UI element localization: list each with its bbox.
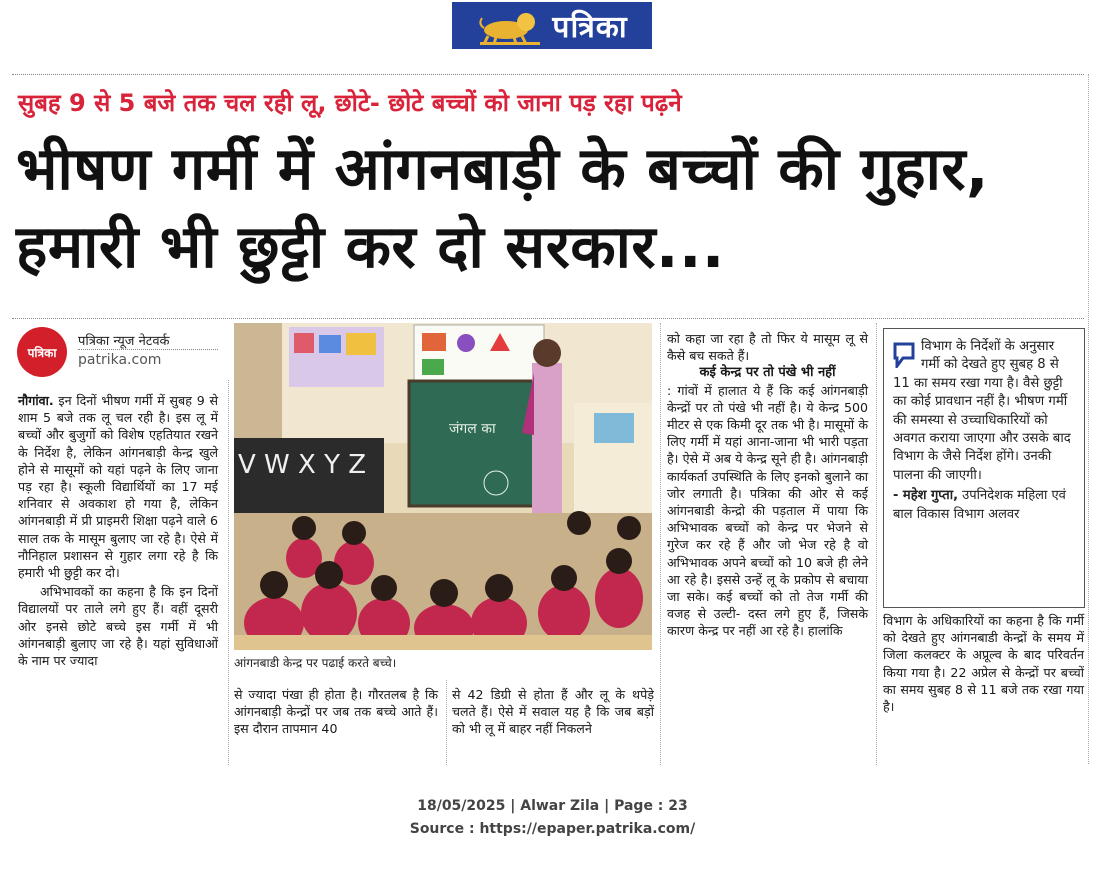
column-divider — [446, 680, 447, 765]
news-photo — [234, 323, 652, 650]
column-3-paragraph-2: : गांवों में हालात ये हैं कि कई आंगनबाड़ी केन्द्रों पर तो पंखे भी नहीं है। ये केन्द्र 500 मीटर से एक किमी दूर तक भी है। मासूमों के लिए गर्मी में यहां आना-जाना भी भारी पड़ता है। ऐसे में अब ये केन्द्र सूने ही है। आंगनबाड़ी कार्यकर्ता उपस्थिति के लिए इनको बुलाने का जोर लगाती है। पत्रिका की ओर से कई आंगनबाडी केन्द्रो की पड़ताल में पाया कि अभिभावक बच्चों को केन्द्र पर भेजने से गुरेज कर रहे हैं और जो भेज रहे है वो अभिभावक अपने बच्चों को 10 बजे ही लेने आ रहे है। इससे उन्हें लू के प्रकोप से बचाया जा सके। कई बच्चों को तो तेज गर्मी की वजह से उल्टी- दस्त लगे हुए हैं, जिसके कारण केन्द्र पर नहीं आ रहे है। हालांकि — [667, 382, 868, 639]
brand-name: पत्रिका — [552, 10, 628, 45]
kicker: सुबह 9 से 5 बजे तक चल रही लू, छोटे- छोटे बच्चों को जाना पड़ रहा पढ़ने — [18, 89, 682, 117]
column-2-text: से ज्यादा पंखा ही होता है। गौरतलब है कि आंगनबाड़ी केन्द्रों पर जब तक बच्चे आते हैं। इस दौरान तापमान 40 — [234, 687, 438, 737]
official-quote — [893, 338, 1075, 524]
masthead — [452, 2, 652, 49]
top-rule — [12, 74, 1084, 75]
quote-mark-icon — [893, 342, 915, 368]
patrika-logo: पत्रिका — [17, 327, 67, 377]
quote-text: विभाग के निर्देशों के अनुसार गर्मी को देखते हुए सुबह 8 से 11 का समय रखा गया है। वैसे छुट्टी का कोई प्रावधान नहीं है। भीषण गर्मी की समस्या से उच्चाधिकारियों को अवगत कराया जाएगा और उसके बाद विभाग के जैसे निर्देश होंगे। उनकी पालना की जाएगी। — [893, 339, 1071, 483]
column-divider — [876, 323, 877, 765]
footer-date-edition: 18/05/2025 | Alwar Zila | Page : 23 — [417, 798, 688, 814]
footer-source: Source : https://epaper.patrika.com/ — [409, 821, 696, 837]
column-divider — [660, 323, 661, 765]
board-word: जंगल का — [449, 421, 496, 437]
column-2b-text: से 42 डिग्री से होता हैं और लू के थपेड़े चलते हैं। ऐसे में सवाल यह है कि जब बड़ों को भी लू में बाहर नहीं निकलने — [452, 687, 654, 737]
quote-signature — [893, 487, 1075, 524]
column-1-paragraph-1: नौगांवा. इन दिनों भीषण गर्मी में सुबह 9 से शाम 5 बजे तक लू चल रही है। इस लू में बच्चों और बुजुर्गो को विशेष एहतियात रखने के निर्देश है, लेकिन आंगनबाड़ी केन्द्र खुले होने से मासूमों को यहां पढ़ने के लिए जाना पड़ रहा है। स्कूली विद्यार्थियों का 17 मई शनिवार से अवकाश हो गया है, लेकिन आंगनबाड़ी में प्री प्राइमरी शिक्षा पढ़ने वाले 6 साल तक के मासूम बुलाए जा रहे है। ऐसे में नौनिहाल प्रशासन से गुहार लगा रहे है कि हमारी भी छुट्टी कर दो। — [18, 393, 218, 581]
column-1 — [18, 392, 218, 669]
byline-site: patrika.com — [78, 352, 162, 368]
photo-caption: आंगनबाडी केन्द्र पर पढाई करते बच्चे। — [234, 656, 397, 670]
next-article-cutoff — [10, 760, 1100, 770]
quote-signatory-name: - महेश गुप्ता, — [893, 488, 959, 504]
column-3 — [667, 330, 868, 640]
byline-rule — [78, 349, 218, 350]
column-1-paragraph-2: अभिभावकों का कहना है कि इन दिनों विद्यालयों पर ताले लगे हुए हैं। वहीं दूसरी ओर इनसे छोटे बच्चे इस गर्मी में भी आंगनबाड़ी बुलाए जा रहे है। यहां सुविधाओं के नाम पर ज्यादा — [18, 584, 218, 669]
headline-rule — [12, 318, 1084, 319]
column-3-paragraph-1: को कहा जा रहा है तो फिर ये मासूम लू से कैसे बच सकते हैं। — [667, 331, 868, 364]
board-letters: V W X Y Z — [238, 450, 367, 480]
column-3-subhead: कई केन्द्र पर तो पंखे भी नहीं — [699, 365, 836, 381]
column-divider — [228, 380, 229, 765]
lion-logo-icon — [476, 6, 546, 46]
classroom-photo-image — [234, 323, 652, 650]
byline-agency: पत्रिका न्यूज नेटवर्क — [78, 334, 170, 349]
quote-signatory-title: उपनिदेशक महिला एवं बाल विकास विभाग अलवर — [893, 488, 1066, 522]
headline: भीषण गर्मी में आंगनबाड़ी के बच्चों की गुहार, हमारी भी छुट्टी कर दो सरकार... — [16, 134, 989, 281]
dateline: नौगांवा. — [18, 393, 54, 408]
column-4: विभाग के अधिकारियों का कहना है कि गर्मी को देखते हुए आंगनबाडी केन्द्रों के समय में जिला कलक्टर के अप्रूल्व के बाद परिवर्तन किया गया है। 22 अप्रेल से केन्द्रों पर बच्चों का समय सुबह 8 से 11 बजे तक रखा गया है। — [883, 613, 1084, 715]
